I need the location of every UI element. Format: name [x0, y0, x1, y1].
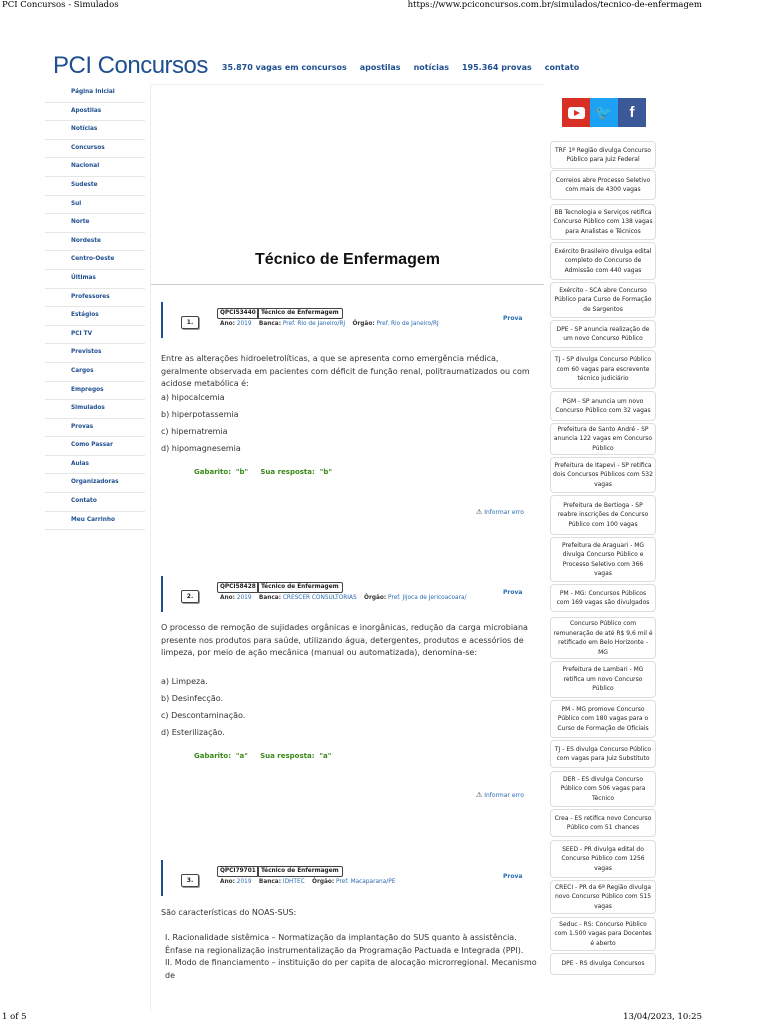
menu-item[interactable]: Empregos: [45, 382, 145, 401]
menu-item[interactable]: Nacional: [45, 158, 145, 177]
print-page-number: 1 of 5: [2, 1012, 27, 1022]
alternative-d[interactable]: d) hipomagnesemia: [161, 444, 241, 453]
question-banca[interactable]: Pref. Rio de Janeiro/RJ: [282, 321, 346, 327]
menu-item[interactable]: Aulas: [45, 456, 145, 475]
question-number: 2.: [181, 590, 199, 603]
print-header: [0, 0, 768, 14]
resposta-value: "a": [319, 752, 332, 760]
twitter-icon[interactable]: 🐦: [590, 98, 618, 127]
news-item[interactable]: DPE - RS divulga Concursos: [550, 953, 656, 975]
menu-item[interactable]: Cargos: [45, 363, 145, 382]
menu-item[interactable]: PCI TV: [45, 326, 145, 345]
question-banca[interactable]: IDHTEC: [282, 879, 305, 885]
question-year[interactable]: 2019: [236, 595, 252, 601]
news-item[interactable]: Seduc - RS: Concurso Público com 1.500 vagas para Docentes é aberto: [550, 917, 656, 951]
gabarito-value: "b": [235, 468, 249, 476]
question-accent-bar: [161, 302, 163, 338]
news-item[interactable]: Correios abre Processo Seletivo com mais de 4300 vagas: [550, 170, 656, 200]
news-item[interactable]: Prefeitura de Santo André - SP anuncia 122 vagas em Concurso Público: [550, 423, 656, 455]
prova-link[interactable]: Prova: [503, 873, 523, 880]
menu-item[interactable]: Organizadoras: [45, 474, 145, 493]
menu-item[interactable]: Simulados: [45, 400, 145, 419]
news-item[interactable]: Prefeitura de Araguari - MG divulga Concurso Público e Processo Seletivo com 366 vagas: [550, 537, 656, 582]
news-item[interactable]: TJ - SP divulga Concurso Público com 60 vagas para escrevente técnico judiciário: [550, 350, 656, 389]
informar-erro-link[interactable]: ⚠ Informar erro: [476, 791, 524, 799]
top-nav: [222, 63, 579, 72]
question-code[interactable]: QPCI79701: [217, 866, 259, 877]
print-url: https://www.pciconcursos.com.br/simulados/tecnico-de-enfermagem: [407, 0, 702, 10]
page-title: Técnico de Enfermagem: [255, 251, 440, 268]
menu-item[interactable]: Sudeste: [45, 177, 145, 196]
question-accent-bar: [161, 860, 163, 896]
menu-item[interactable]: Professores: [45, 289, 145, 308]
news-item[interactable]: PM - MG promove Concurso Público com 180 vagas para o Curso de Formação de Oficiais: [550, 700, 656, 738]
alternative-d[interactable]: d) Esterilização.: [161, 728, 225, 737]
warning-icon: ⚠: [476, 791, 483, 799]
facebook-icon[interactable]: f: [618, 98, 646, 127]
statement-item: II. Modo de financiamento – instituição do per capita de alocação microrregional. Mecanismo de: [165, 958, 537, 980]
nav-noticias-link[interactable]: notícias: [413, 63, 449, 72]
question-statement: São características do NOAS-SUS:: [161, 908, 297, 917]
question-orgao[interactable]: Pref. Jijoca de Jericoacoara/: [388, 595, 467, 601]
news-item[interactable]: Prefeitura de Lambari - MG retifica um novo Concurso Público: [550, 661, 656, 698]
news-item[interactable]: Crea - ES retifica novo Concurso Público com 51 chances: [550, 809, 656, 837]
news-item[interactable]: BB Tecnologia e Serviços retifica Concurso Público com 138 vagas para Analistas e Técnicos: [550, 204, 656, 240]
question-banca[interactable]: CRESCER CONSULTORIAS: [282, 595, 357, 601]
social-links: [562, 98, 646, 127]
site-logo[interactable]: PCI Concursos: [53, 52, 208, 79]
menu-item[interactable]: Como Passar: [45, 437, 145, 456]
prova-link[interactable]: Prova: [503, 315, 523, 322]
menu-item[interactable]: Notícias: [45, 121, 145, 140]
news-item[interactable]: PM - MG: Concursos Públicos com 169 vagas são divulgados: [550, 584, 656, 612]
question-statement: O processo de remoção de sujidades orgânicas e inorgânicas, redução da carga microbiana presente nos produtos para saúde, utilizando água, detergentes, produtos e acessórios de limpeza, por meio de ação mecânica (manual ou automatizada), denomina-se:: [161, 623, 528, 657]
menu-item[interactable]: Concursos: [45, 140, 145, 159]
question-code[interactable]: QPCI53440: [217, 308, 259, 319]
gabarito-value: "a": [235, 752, 248, 760]
resposta-value: "b": [319, 468, 332, 476]
question-year[interactable]: 2019: [236, 879, 252, 885]
news-item[interactable]: Exército Brasileiro divulga edital completo do Concurso de Admissão com 440 vagas: [550, 242, 656, 280]
menu-item[interactable]: Apostilas: [45, 103, 145, 122]
question-number: 3.: [181, 874, 199, 887]
question-subject[interactable]: Técnico de Enfermagem: [257, 866, 343, 877]
left-menu: [45, 84, 145, 530]
answer-feedback: Gabarito: "b" Sua resposta: "b": [194, 468, 332, 476]
question-meta: Ano: 2019 Banca: IDHTEC Órgão: Pref. Macaparana/PE: [220, 879, 396, 885]
news-item[interactable]: DPE - SP anuncia realização de um novo Concurso Público: [550, 320, 656, 348]
news-item[interactable]: Concurso Público com remuneração de até R$ 9,6 mil é retificado em Belo Horizonte - MG: [550, 617, 656, 659]
news-item[interactable]: TRF 1ª Região divulga Concurso Público para Juiz Federal: [550, 141, 656, 169]
alternative-b[interactable]: b) Desinfecção.: [161, 694, 224, 703]
nav-provas-link[interactable]: 195.364 provas: [461, 63, 532, 72]
question-accent-bar: [161, 576, 163, 612]
news-item[interactable]: Prefeitura de Bertioga - SP reabre inscrições de Concurso Público com 100 vagas: [550, 495, 656, 535]
news-item[interactable]: PGM - SP anuncia um novo Concurso Público com 32 vagas: [550, 391, 656, 421]
question-year[interactable]: 2019: [236, 321, 252, 327]
question-statement: Entre as alterações hidroeletrolíticas, a que se apresenta como emergência médica, geralmente observada em pacientes com déficit de função renal, politraumatizados ou com acidose metabólica é:: [161, 354, 530, 388]
nav-apostilas-link[interactable]: apostilas: [359, 63, 401, 72]
nav-vagas-link[interactable]: 35.870 vagas em concursos: [221, 63, 347, 72]
menu-item[interactable]: Nordeste: [45, 233, 145, 252]
nav-contato-link[interactable]: contato: [544, 63, 580, 72]
menu-item[interactable]: Previstos: [45, 344, 145, 363]
alternative-c[interactable]: c) Descontaminação.: [161, 711, 246, 720]
menu-item[interactable]: Página Inicial: [45, 84, 145, 103]
news-item[interactable]: Exército - SCA abre Concurso Público para Curso de Formação de Sargentos: [550, 282, 656, 318]
alternative-a[interactable]: a) Limpeza.: [161, 677, 208, 686]
informar-erro-link[interactable]: ⚠ Informar erro: [476, 508, 524, 516]
question-number: 1.: [181, 316, 199, 329]
question-subject[interactable]: Técnico de Enfermagem: [257, 308, 343, 319]
question-orgao[interactable]: Pref. Macaparana/PE: [336, 879, 396, 885]
warning-icon: ⚠: [476, 508, 483, 516]
main-content: [150, 84, 544, 1011]
menu-item[interactable]: Sul: [45, 196, 145, 215]
menu-item[interactable]: Meu Carrinho: [45, 512, 145, 531]
menu-item[interactable]: Provas: [45, 419, 145, 438]
alternative-c[interactable]: c) hipernatremia: [161, 427, 228, 436]
youtube-icon[interactable]: [562, 98, 590, 127]
news-item[interactable]: SEED - PR divulga edital do Concurso Público com 1256 vagas: [550, 840, 656, 878]
statement-item: I. Racionalidade sistêmica – Normatização da implantação do SUS quanto à assistência. Ênfase na regionalização instrumentalização da Programação Pactuada e Integrada (PPI).: [165, 933, 524, 955]
question-orgao[interactable]: Pref. Rio de Janeiro/RJ: [376, 321, 439, 327]
prova-link[interactable]: Prova: [503, 589, 523, 596]
menu-item[interactable]: Últimas: [45, 270, 145, 289]
answer-feedback: Gabarito: "a" Sua resposta: "a": [194, 752, 332, 760]
question-meta: Ano: 2019 Banca: CRESCER CONSULTORIAS Órgão: Pref. Jijoca de Jericoacoara/: [220, 595, 467, 601]
news-item[interactable]: Prefeitura de Itapevi - SP retifica dois Concursos Públicos com 532 vagas: [550, 457, 656, 493]
alternative-b[interactable]: b) hiperpotassemia: [161, 410, 239, 419]
news-item[interactable]: TJ - ES divulga Concurso Público com vagas para Juiz Substituto: [550, 740, 656, 768]
alternative-a[interactable]: a) hipocalcemia: [161, 393, 225, 402]
menu-item[interactable]: Estágios: [45, 307, 145, 326]
menu-item[interactable]: Contato: [45, 493, 145, 512]
news-item[interactable]: DER - ES divulga Concurso Público com 506 vagas para Técnico: [550, 771, 656, 807]
news-item[interactable]: CRECI - PR da 6ª Região divulga novo Concurso Público com 515 vagas: [550, 880, 656, 914]
title-divider: [151, 284, 544, 285]
menu-item[interactable]: Norte: [45, 214, 145, 233]
site-header: [53, 50, 579, 80]
question-subject[interactable]: Técnico de Enfermagem: [257, 582, 343, 593]
print-datetime: 13/04/2023, 10:25: [623, 1012, 702, 1022]
question-meta: Ano: 2019 Banca: Pref. Rio de Janeiro/RJ Órgão: Pref. Rio de Janeiro/RJ: [220, 321, 439, 327]
menu-item[interactable]: Centro-Oeste: [45, 251, 145, 270]
print-footer: [0, 1010, 768, 1024]
question-code[interactable]: QPCI58428: [217, 582, 259, 593]
print-title: PCI Concursos - Simulados: [2, 0, 119, 10]
